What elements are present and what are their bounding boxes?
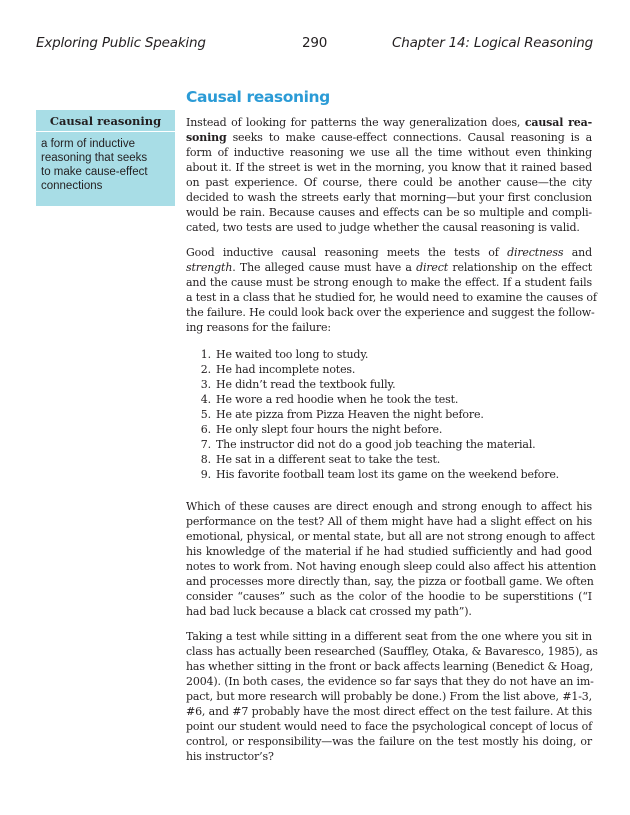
glossary-definition bbox=[36, 132, 175, 193]
key-term-causal-reasoning: soning bbox=[186, 131, 227, 144]
paragraph-intro bbox=[186, 115, 592, 235]
main-text bbox=[186, 115, 598, 764]
text-line: emotional, physical, or mental state, but all are not strong enough to affect bbox=[186, 530, 595, 543]
definition-line: connections bbox=[41, 180, 103, 192]
text-line: his knowledge of the material if he had studied sufficiently and had good bbox=[186, 545, 592, 558]
section-title: Causal reasoning bbox=[186, 88, 330, 106]
list-item: 5. He ate pizza from Pizza Heaven the night before. bbox=[200, 408, 484, 421]
key-term-causal-reasoning: causal rea- bbox=[524, 116, 592, 129]
text-line: and processes more directly than, say, the pizza or football game. We often bbox=[186, 575, 594, 588]
text-line: pact, but more research will probably be done.) From the list above, #1-3, bbox=[186, 690, 592, 703]
glossary-sidebar bbox=[36, 110, 175, 206]
definition-line: reasoning that seeks bbox=[41, 152, 148, 164]
text-line: notes to work from. Not having enough sleep could also affect his attention bbox=[186, 560, 597, 573]
list-item: 9. His favorite football team lost its game on the weekend before. bbox=[200, 468, 560, 481]
text-line: about it. If the street is wet in the morning, you know that it rained based bbox=[186, 161, 592, 174]
running-header-chapter: Chapter 14: Logical Reasoning bbox=[391, 35, 593, 51]
failure-reasons-list bbox=[186, 347, 592, 482]
text-line: #6, and #7 probably have the most direct effect on the test failure. At this bbox=[186, 705, 592, 718]
paragraph-tests bbox=[186, 245, 597, 335]
text-line: would be rain. Because causes and effects can be so multiple and compli- bbox=[186, 206, 592, 219]
text-line: Taking a test while sitting in a different seat from the one where you sit in bbox=[186, 630, 592, 643]
text-line: decided to wash the streets early that morning—but your first conclusion bbox=[186, 191, 592, 204]
text-line: class has actually been researched (Sauffley, Otaka, & Bavaresco, 1985), as bbox=[186, 645, 598, 658]
list-item: 1. He waited too long to study. bbox=[200, 348, 369, 361]
list-item: 8. He sat in a different seat to take the test. bbox=[200, 453, 441, 466]
running-header-book-title: Exploring Public Speaking bbox=[36, 35, 206, 51]
text-line: on past experience. Of course, there could be another cause—the city bbox=[186, 176, 592, 189]
text-line: Good inductive causal reasoning meets the tests of directness and bbox=[186, 246, 592, 259]
paragraph-analysis bbox=[186, 499, 597, 619]
paragraph-research bbox=[186, 629, 598, 764]
list-item: 4. He wore a red hoodie when he took the test. bbox=[200, 393, 459, 406]
text-line: Instead of looking for patterns the way generalization does, causal rea- bbox=[186, 116, 592, 129]
text-line: soning seeks to make cause-effect connections. Causal reasoning is a bbox=[186, 131, 592, 144]
text-line: had bad luck because a black cat crossed my path”). bbox=[186, 605, 472, 618]
text-line: his instructor’s? bbox=[186, 750, 274, 763]
list-item: 7. The instructor did not do a good job teaching the material. bbox=[200, 438, 536, 451]
text-line: and the cause must be strong enough to make the effect. If a student fails bbox=[186, 276, 592, 289]
text-line: has whether sitting in the front or back affects learning (Benedict & Hoag, bbox=[186, 660, 594, 673]
text-line: point our student would need to face the psychological concept of locus of bbox=[186, 720, 592, 733]
text-line: the failure. He could look back over the experience and suggest the follow- bbox=[186, 306, 595, 319]
text-line: form of inductive reasoning we use all the time without even thinking bbox=[186, 146, 592, 159]
text-line: ing reasons for the failure: bbox=[186, 321, 331, 334]
glossary-term: Causal reasoning bbox=[49, 114, 162, 128]
text-line: 2004). (In both cases, the evidence so far says that they do not have an im- bbox=[186, 675, 594, 688]
definition-line: a form of inductive bbox=[41, 138, 135, 150]
list-item: 6. He only slept four hours the night before. bbox=[200, 423, 443, 436]
text-line: a test in a class that he studied for, he would need to examine the causes of bbox=[186, 291, 597, 304]
text-line: cated, two tests are used to judge whether the causal reasoning is valid. bbox=[186, 221, 580, 234]
text-line: performance on the test? All of them might have had a slight effect on his bbox=[186, 515, 592, 528]
text-line: Which of these causes are direct enough and strong enough to affect his bbox=[186, 500, 592, 513]
text-line: strength. The alleged cause must have a direct relationship on the effect bbox=[186, 261, 592, 274]
list-item: 2. He had incomplete notes. bbox=[200, 363, 356, 376]
definition-line: to make cause-effect bbox=[41, 166, 148, 178]
text-line: consider “causes” such as the color of the hoodie to be superstitions (“I bbox=[186, 590, 592, 603]
text-line: control, or responsibility—was the failure on the test mostly his doing, or bbox=[186, 735, 592, 748]
page-number: 290 bbox=[302, 35, 328, 51]
list-item: 3. He didn’t read the textbook fully. bbox=[200, 378, 396, 391]
